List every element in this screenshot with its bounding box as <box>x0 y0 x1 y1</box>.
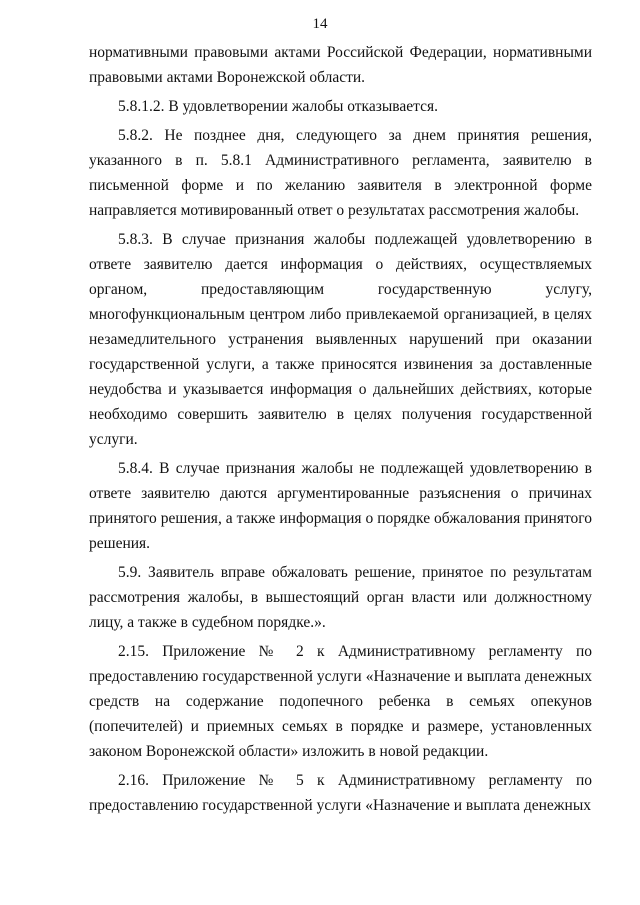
paragraph-5-8-2: 5.8.2. Не позднее дня, следующего за днем принятия решения, указанного в п. 5.8.1 Административного регламента, заявителю в письменной форме и по желанию заявителя в электронной форме направляется мотивированный ответ о результатах рассмотрения жалобы. <box>89 127 592 219</box>
paragraph-5-8-1-2: 5.8.1.2. В удовлетворении жалобы отказывается. <box>118 98 438 115</box>
paragraph-5-9: 5.9. Заявитель вправе обжаловать решение, принятое по результатам рассмотрения жалобы, в вышестоящий орган власти или должностному лицу, а также в судебном порядке.». <box>89 564 592 631</box>
paragraph-continuation: нормативными правовыми актами Российской Федерации, нормативными правовыми актами Воронежской области. <box>89 44 592 86</box>
paragraph-5-8-3: 5.8.3. В случае признания жалобы подлежащей удовлетворению в ответе заявителю дается информация о действиях, осуществляемых органом, предоставляющим государственную услугу, многофункциональным центром либо привлекаемой организацией, в целях незамедлительного устранения выявленных нарушений при оказании государственной услуги, а также приносятся извинения за доставленные неудобства и указывается информация о дальнейших действиях, которые необходимо совершить заявителю в целях получения государственной услуги. <box>89 231 592 448</box>
page-number: 14 <box>312 16 328 32</box>
paragraph-5-8-4: 5.8.4. В случае признания жалобы не подлежащей удовлетворению в ответе заявителю даются аргументированные разъяснения о причинах принятого решения, а также информация о порядке обжалования принятого решения. <box>89 460 592 552</box>
paragraph-2-16: 2.16. Приложение № 5 к Административному регламенту по предоставлению государственной услуги «Назначение и выплата денежных <box>89 772 592 814</box>
paragraph-2-15: 2.15. Приложение № 2 к Административному регламенту по предоставлению государственной услуги «Назначение и выплата денежных средств на содержание подопечного ребенка в семьях опекунов (попечителей) и приемных семьях в порядке и размере, установленных законом Воронежской области» изложить в новой редакции. <box>89 643 592 760</box>
document-body <box>89 40 592 822</box>
